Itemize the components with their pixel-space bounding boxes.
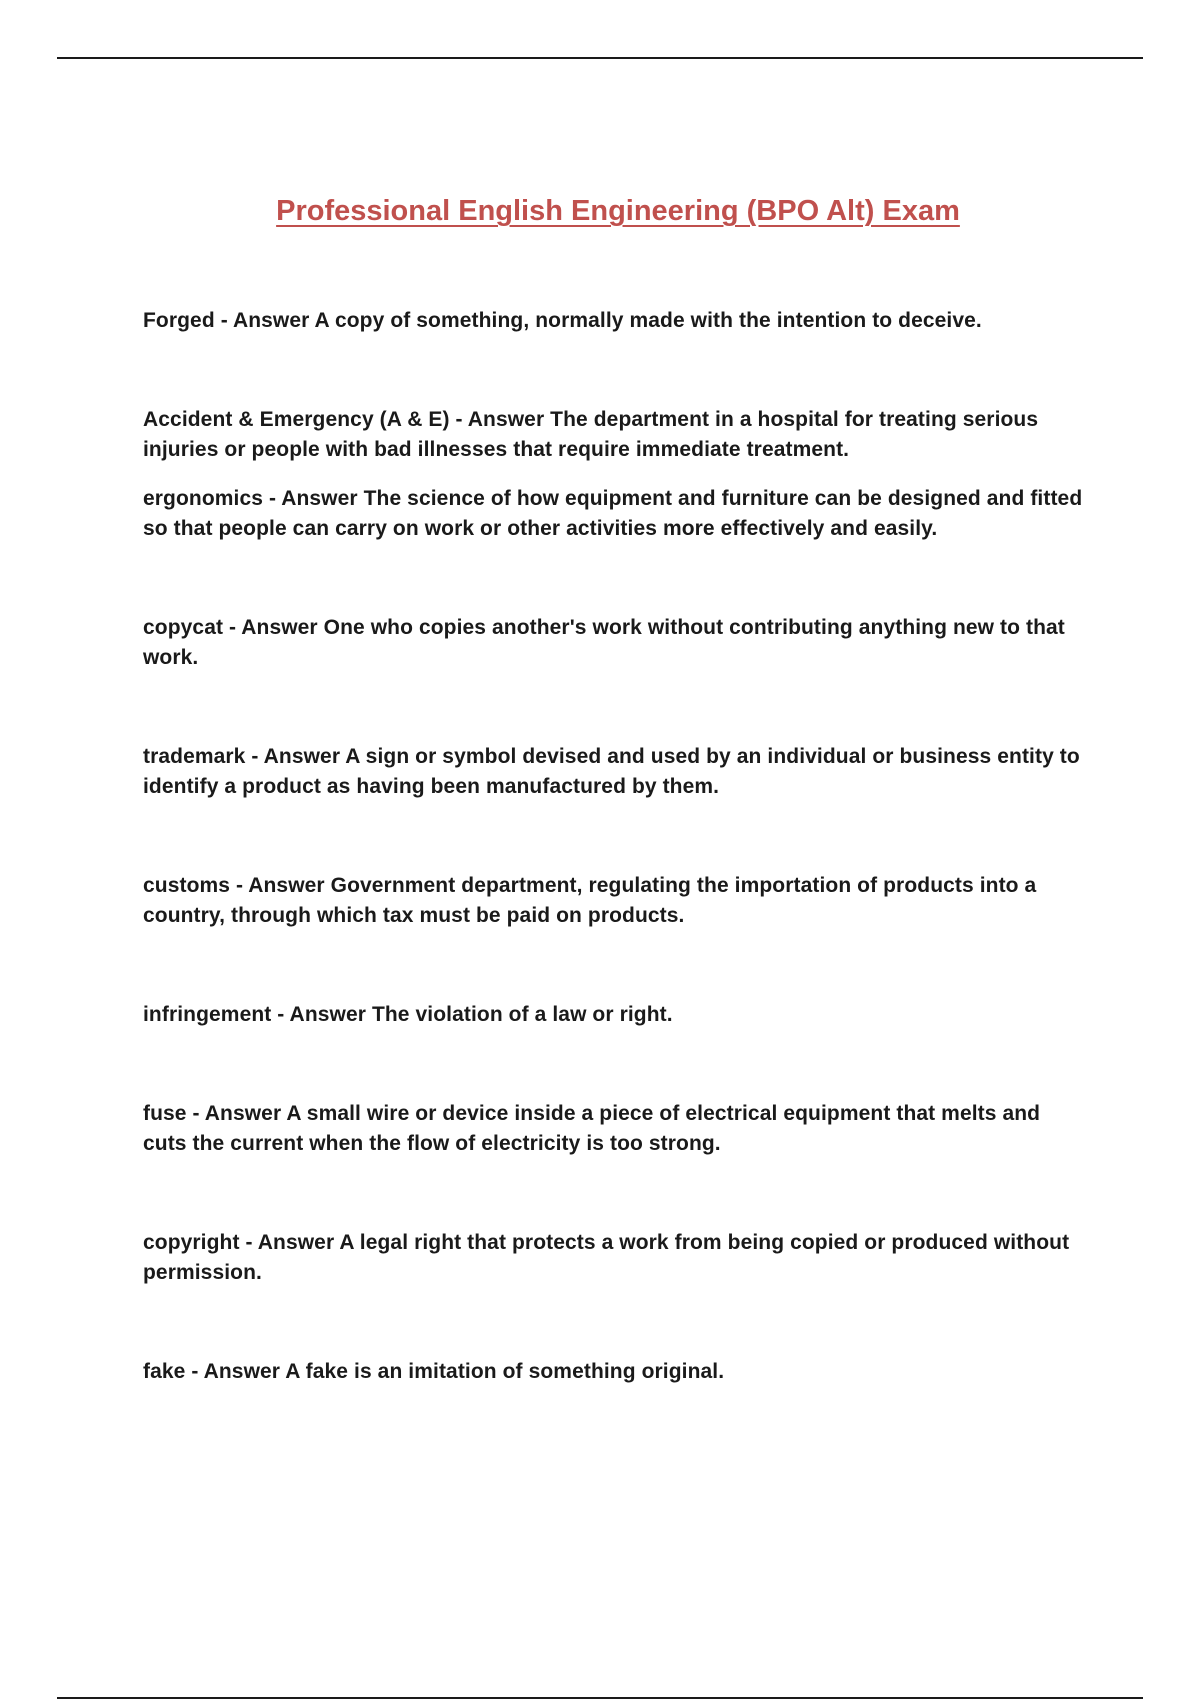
header-rule bbox=[57, 57, 1143, 59]
glossary-entry: Accident & Emergency (A & E) - Answer The department in a hospital for treating serious injuries or people with bad illnesses that require immediate treatment. bbox=[143, 408, 1039, 461]
glossary-entry: infringement - Answer The violation of a law or right. bbox=[143, 1003, 673, 1026]
glossary-entry: copycat - Answer One who copies another's work without contributing anything new to that work. bbox=[143, 616, 1065, 669]
glossary-entry: copyright - Answer A legal right that protects a work from being copied or produced without permission. bbox=[143, 1231, 1070, 1284]
footer-rule bbox=[57, 1697, 1143, 1699]
glossary-entry: customs - Answer Government department, regulating the importation of products into a country, through which tax must be paid on products. bbox=[143, 874, 1037, 927]
page-title: Professional English Engineering (BPO Alt) Exam bbox=[276, 195, 960, 227]
glossary-entry: fuse - Answer A small wire or device inside a piece of electrical equipment that melts and cuts the current when the flow of electricity is too strong. bbox=[143, 1102, 1041, 1155]
glossary-entry: Forged - Answer A copy of something, normally made with the intention to deceive. bbox=[143, 309, 982, 332]
glossary-entry: ergonomics - Answer The science of how equipment and furniture can be designed and fitted so that people can carry on work or other activities more effectively and easily. bbox=[143, 487, 1083, 540]
glossary-entry: fake - Answer A fake is an imitation of something original. bbox=[143, 1360, 725, 1383]
glossary-entry: trademark - Answer A sign or symbol devised and used by an individual or business entity to identify a product as having been manufactured by them. bbox=[143, 745, 1080, 798]
